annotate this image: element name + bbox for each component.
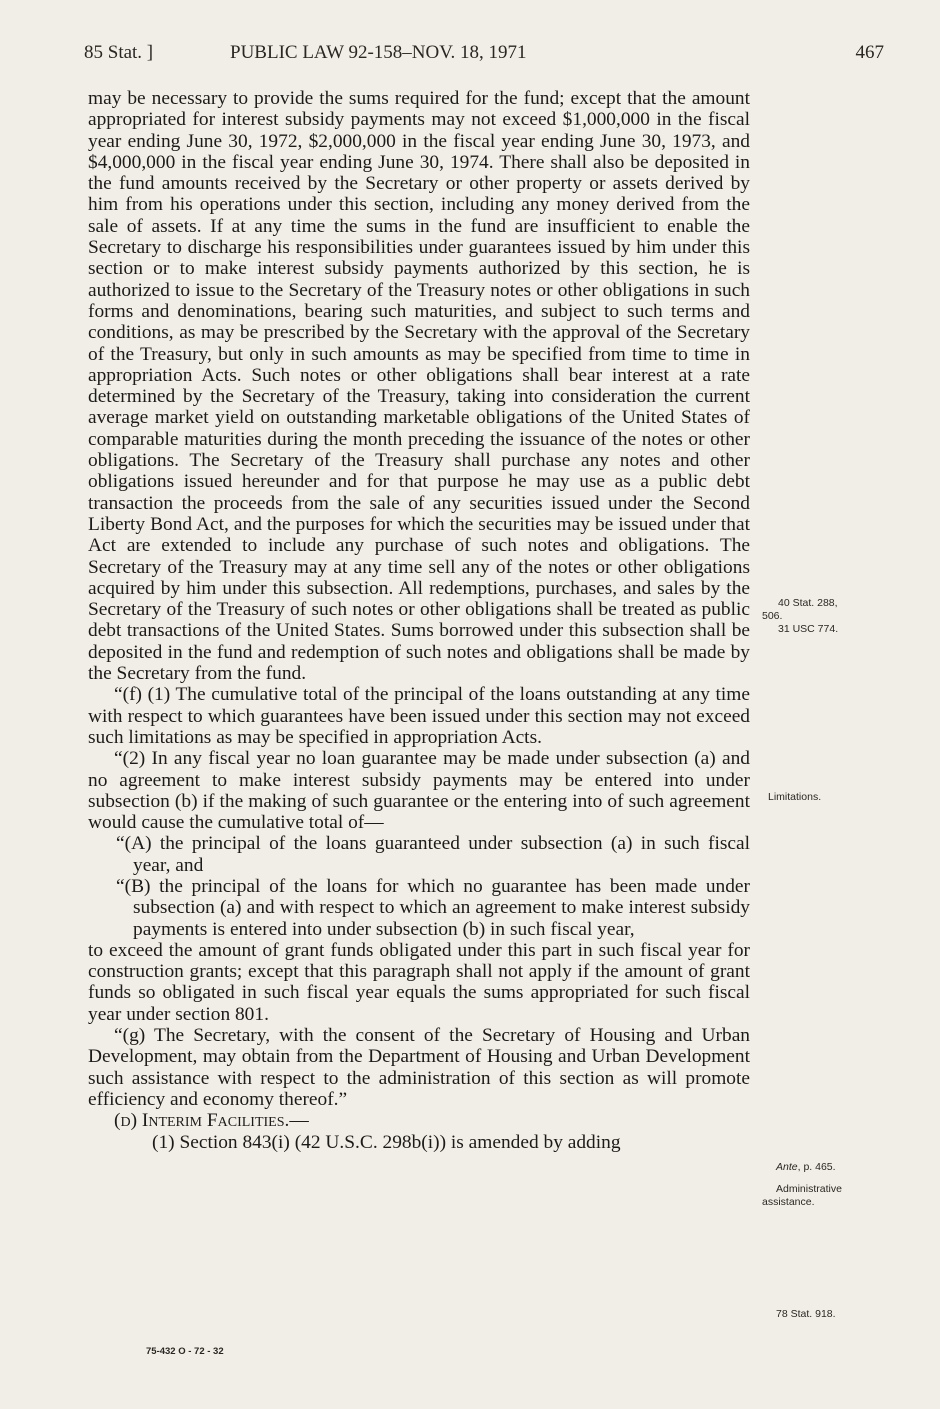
margin-note-ante: Ante, p. 465. bbox=[776, 1161, 836, 1173]
margin-note-assistance: assistance. bbox=[762, 1196, 815, 1208]
clause-a: “(A) the principal of the loans guaranteed under subsection (a) in such fiscal year, and bbox=[116, 833, 750, 876]
paragraph-f-continuation: to exceed the amount of grant funds obligated under this part in such fiscal year for construction grants; except that this paragraph shall not apply if the amount of grant funds so obligated in such fiscal year equals the sums appropriated for such fiscal year under section 801. bbox=[88, 939, 750, 1025]
margin-note-stat-288: 40 Stat. 288, bbox=[778, 597, 838, 609]
paragraph-fund: may be necessary to provide the sums required for the fund; except that the amount appropriated for interest subsidy payments may not exceed $1,000,000 in the fiscal year ending June 30, 1972, $2,000,000 in the fiscal year ending June 30, 1973, and $4,000,000 in the fiscal year ending June 30, 1974. There shall also be deposited in the fund amounts received by the Secretary or other property or assets derived by him from his operations under this section, including any money derived from the sale of assets. If at any time the sums in the fund are insufficient to enable the Secretary to discharge his responsibilities under guarantees issued by him under this section or to make interest subsidy payments authorized by this section, he is authorized to issue to the Secretary of the Treasury notes or other obligations in such forms and denominations, bearing such maturities, and subject to such terms and conditions, as may be prescribed by the Secretary with the approval of the Secretary of the Treasury, but only in such amounts as may be specified from time to time in appropriation Acts. Such notes or other obligations shall bear interest at a rate determined by the Secretary of the Treasury, taking into consideration the current average market yield on outstanding marketable obligations of the United States of comparable maturities during the month preceding the issuance of the notes or other obligations. The Secretary of the Treasury shall purchase any notes and other obligations issued hereunder and for that purpose he may use as a public debt transaction the proceeds from the sale of any securities issued under the Second Liberty Bond Act, and the purposes for which the securities may be issued under that Act are extended to include any purchase of such notes and obligations. The Secretary of the Treasury may at any time sell any of the notes or other obligations acquired by him under this subsection. All redemptions, purchases, and sales by the Secretary of the Treasury of such notes or other obligations shall be treated as public debt transactions of the United States. Sums borrowed under this subsection shall be deposited in the fund and redemption of such notes and obligations shall be made by the Secretary from the fund. bbox=[88, 88, 750, 685]
statute-reference: 85 Stat. ] bbox=[84, 42, 154, 63]
paragraph-f2: “(2) In any fiscal year no loan guarantee may be made under subsection (a) and no agreement to make interest subsidy payments may be entered into under subsection (b) if the making of such guarantee or the entering into of such agreement would cause the cumulative total of— bbox=[88, 748, 750, 834]
print-code: 75-432 O - 72 - 32 bbox=[146, 1346, 224, 1357]
margin-note-limitations: Limitations. bbox=[768, 791, 822, 803]
section-d1: (1) Section 843(i) (42 U.S.C. 298b(i)) is amended by adding bbox=[152, 1131, 621, 1153]
page-number: 467 bbox=[855, 42, 884, 63]
margin-note-usc-774: 31 USC 774. bbox=[778, 623, 839, 635]
margin-note-stat-918: 78 Stat. 918. bbox=[776, 1308, 836, 1320]
paragraph-f1: “(f) (1) The cumulative total of the principal of the loans outstanding at any time with respect to which guarantees have been issued under this section may not exceed such limitations as may be specified in appropriation Acts. bbox=[88, 684, 750, 748]
page-header bbox=[84, 42, 884, 72]
paragraph-g: “(g) The Secretary, with the consent of the Secretary of Housing and Urban Development, may obtain from the Department of Housing and Urban Development such assistance with respect to the administration of this section as will promote efficiency and economy thereof.” bbox=[88, 1025, 750, 1110]
section-d-heading: (d) Interim Facilities.— bbox=[114, 1110, 309, 1132]
body-text bbox=[88, 88, 750, 1153]
law-title: PUBLIC LAW 92-158–NOV. 18, 1971 bbox=[230, 42, 527, 63]
margin-note-506: 506. bbox=[762, 610, 783, 622]
margin-note-administrative: Administrative bbox=[776, 1183, 842, 1195]
clause-b: “(B) the principal of the loans for which no guarantee has been made under subsection (a) and with respect to which an agreement to make interest subsidy payments is entered into under subsection (b) in such fiscal year, bbox=[116, 875, 750, 940]
